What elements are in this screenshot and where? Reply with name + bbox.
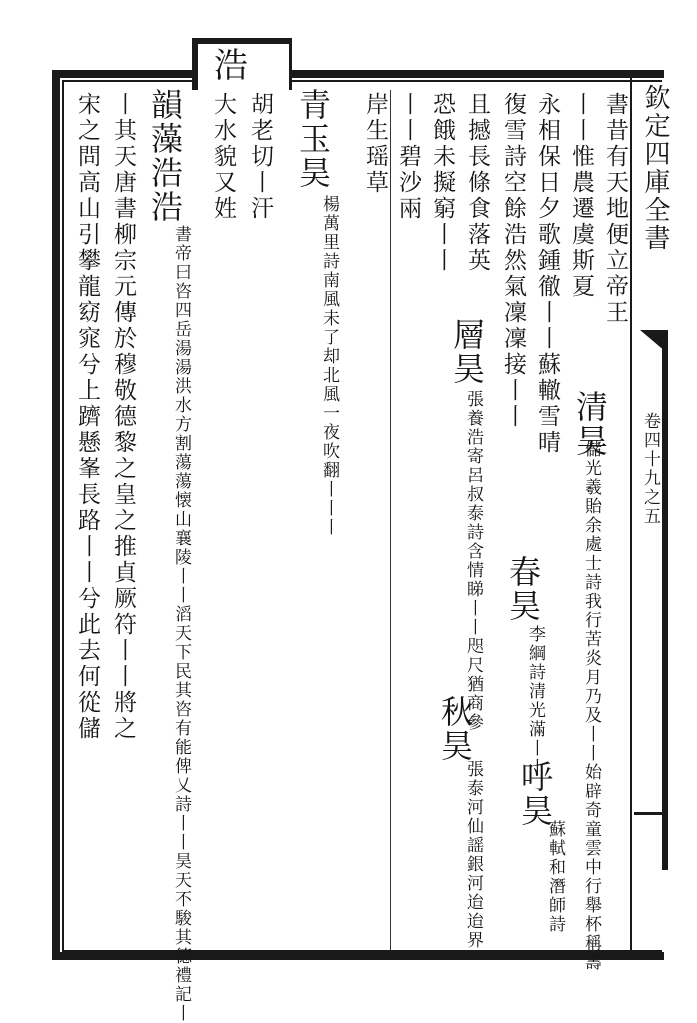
pronunciation-column: 胡老切丨汗	[247, 92, 273, 222]
headword: 浩	[214, 46, 248, 86]
text-column-3: 永相保日夕歌鍾徹丨丨蘇轍雪晴	[534, 92, 560, 456]
text-column-5-note-2: 張泰河仙謡銀河迨迨界	[463, 760, 483, 950]
entry-term-haohao: 韻藻浩浩	[146, 88, 184, 224]
text-column-7: 丨丨碧沙兩	[395, 92, 421, 222]
text-column-2: 丨丨惟農遷虞斯夏	[568, 92, 594, 300]
spine-edge-rule	[662, 330, 668, 870]
spine-book-title: 欽定四庫全書	[640, 84, 670, 252]
column-divider	[390, 90, 391, 950]
entry-term-huhao: 呼昊	[516, 760, 554, 828]
spine-rule	[630, 78, 632, 958]
text-column-3-note-2: 蘇軾和潛師詩	[545, 820, 565, 934]
entry-term-qinghao: 清昊	[571, 390, 609, 458]
definition-column: 大水貌又姓	[210, 92, 236, 222]
text-column-6: 恐餓未擬窮丨丨	[429, 92, 455, 274]
entry-term-qiuhao: 秋昊	[436, 695, 474, 763]
spine-volume-number: 卷四十九之五	[640, 412, 660, 526]
text-column-8: 岸生瑶草	[362, 92, 388, 196]
text-column-1: 書昔有天地便立帝王	[602, 92, 628, 326]
fishtail-bottom-mark	[634, 812, 668, 815]
text-column-14: 宋之問高山引攀龍窈窕兮上躋懸峯長路丨丨兮此去何從儲	[74, 92, 100, 742]
text-column-12-note: 書帝曰咨四岳湯湯洪水方割蕩蕩懐山襄陵丨丨滔天下民其咨有能俾乂詩丨丨昊天不駿其德禮記丨	[171, 225, 191, 1023]
text-column-4: 復雪詩空餘浩然氣凜凜接丨丨	[500, 92, 526, 430]
text-column-9-note: 楊萬里詩南風未了却北風一夜吹翻丨丨丨	[319, 195, 339, 537]
fishtail-mark	[640, 330, 666, 352]
entry-term-qingyuhao: 青玉昊	[294, 88, 332, 190]
text-column-5: 且撼長條食落英	[464, 92, 490, 274]
text-column-2-note: 儲光羲貽余處士詩我行苦炎月乃及丨丨始辟奇童雲中行舉杯稱壽	[581, 440, 601, 972]
text-column-13: 丨其天唐書柳宗元傳於穆敬德黎之皇之推貞厥符丨丨將之	[110, 92, 136, 742]
entry-term-chunhao: 春昊	[504, 555, 542, 623]
text-column-3-note: 李綱詩清光滿丨丨	[525, 625, 545, 777]
text-column-5-note: 張養浩寄呂叔泰詩含情睇丨丨咫尺猶商參	[463, 390, 483, 732]
entry-term-cenghao: 層昊	[448, 318, 486, 386]
